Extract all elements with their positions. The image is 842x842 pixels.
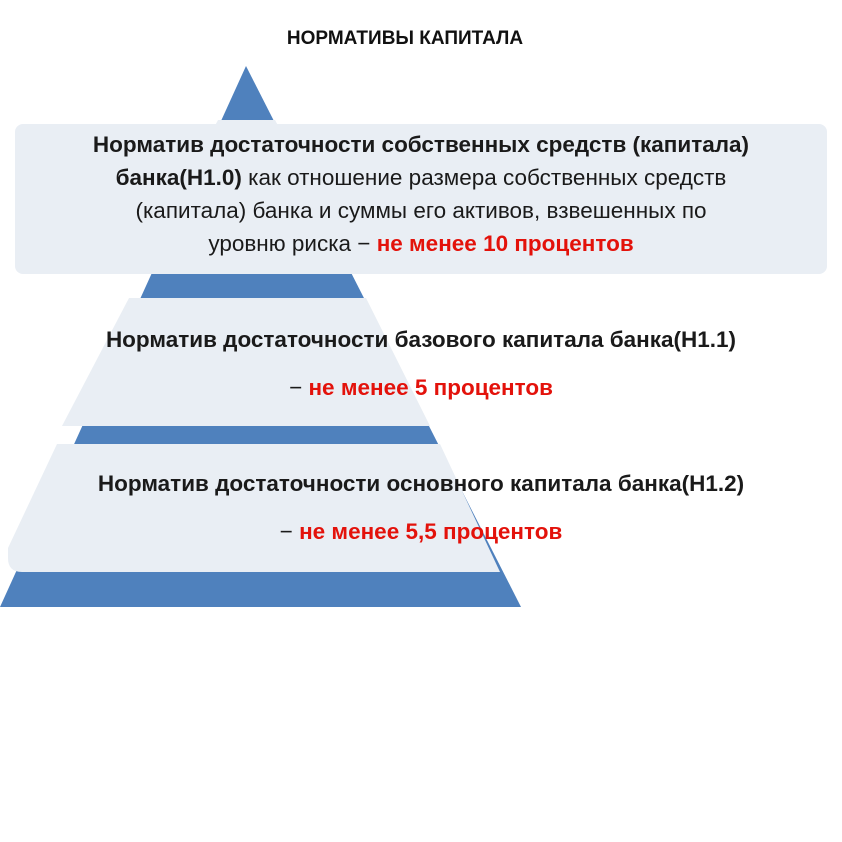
- tier-2-requirement: не менее 5 процентов: [308, 375, 553, 400]
- tier-1-desc-2: (капитала) банка и суммы его активов, взвешенных по: [135, 198, 707, 223]
- tier-2-dash: −: [289, 375, 309, 400]
- tier-1-text: [10, 128, 832, 260]
- tier-1-line4: [10, 227, 832, 260]
- tier-1-line2: [10, 161, 832, 194]
- page-title: НОРМАТИВЫ КАПИТАЛА: [286, 28, 524, 49]
- tier-1-code: банка(Н1.0): [115, 165, 242, 190]
- tier-2-requirement-line: [10, 371, 832, 404]
- tier-1-requirement: не менее 10 процентов: [376, 231, 634, 256]
- tier-2-name: Норматив достаточности базового капитала банка(Н1.1): [105, 327, 737, 352]
- tier-1-name: Норматив достаточности собственных средств (капитала): [92, 132, 750, 157]
- tier-3-requirement-line: [10, 515, 832, 548]
- tier-3-panel: [8, 444, 500, 572]
- tier-3-dash: −: [279, 519, 300, 544]
- tier-3-name: Норматив достаточности основного капитала банка(Н1.2): [97, 471, 745, 496]
- tier-1-desc-3: уровню риска −: [208, 231, 377, 256]
- tier-1-desc-1: как отношение размера собственных средств: [241, 165, 727, 190]
- tier-3-requirement: не менее 5,5 процентов: [299, 519, 563, 544]
